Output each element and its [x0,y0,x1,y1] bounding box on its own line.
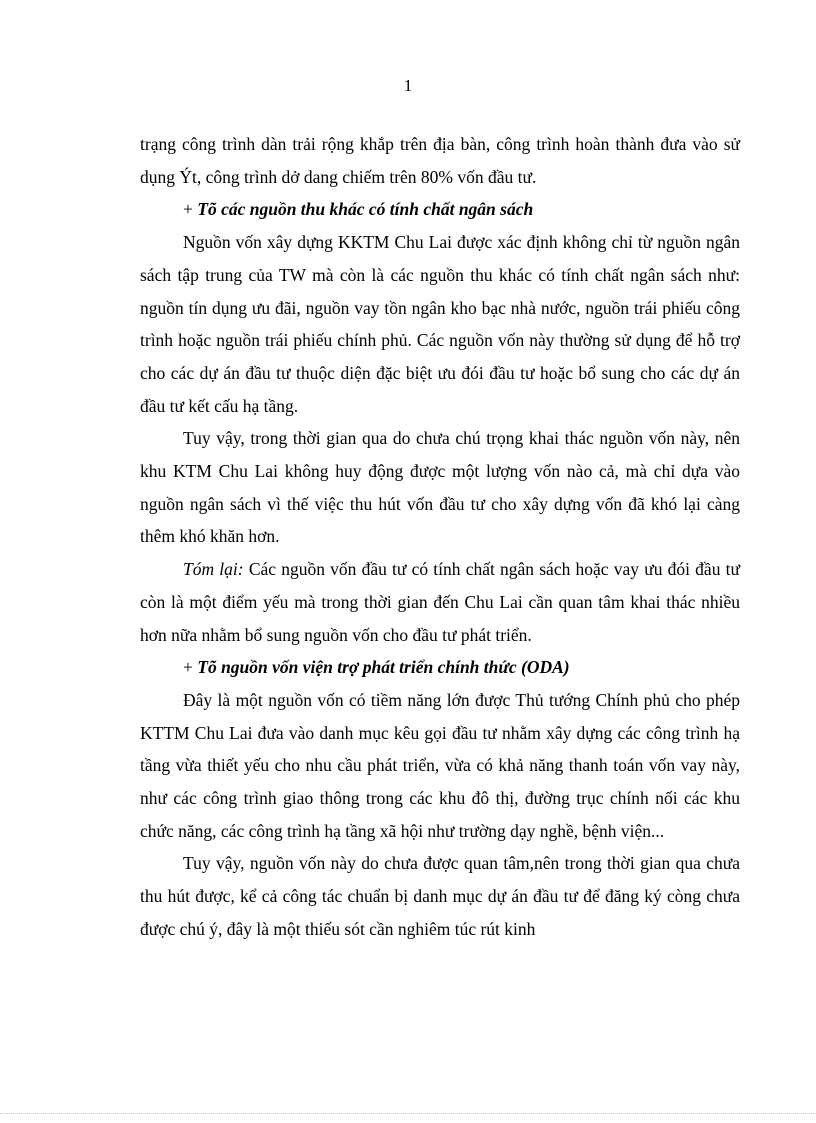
paragraph-oda-however: Tuy vậy, nguồn vốn này do chưa được quan tâm,nên trong thời gian qua chưa thu hút được, kể cả công tác chuẩn bị danh mục dự án đầu tư để đăng ký còng chưa được chú ý, đây là một thiếu sót cần nghiêm túc rút kinh [140,853,740,939]
paragraph-oda: Đây là một nguồn vốn có tiềm năng lớn được Thủ tướng Chính phủ cho phép KTTM Chu Lai đưa vào danh mục kêu gọi đầu tư nhằm xây dựng các công trình hạ tầng vừa thiết yếu cho nhu cầu phát triển, vừa có khả năng thanh toán vốn vay này, như các công trình giao thông trong các khu đô thị, đường trục chính nối các khu chức năng, các công trình hạ tầng xã hội như trường dạy nghề, bệnh viện... [140,689,740,841]
page-bottom-border [0,1113,816,1114]
paragraph-other-sources: Nguồn vốn xây dựng KKTM Chu Lai được xác định không chỉ từ nguồn ngân sách tập trung của TW mà còn là các nguồn thu khác có tính chất ngân sách như: nguồn tín dụng ưu đãi, nguồn vay tồn ngân kho bạc nhà nước, nguồn trái phiếu công trình hoặc nguồn trái phiếu chính phủ. Các nguồn vốn này thường sử dụng để hỗ trợ cho các dự án đầu tư thuộc diện đặc biệt ưu đói đầu tư hoặc bổ sung cho các dự án đầu tư kết cấu hạ tầng. [140,232,740,416]
heading-text: Tõ các nguồn thu khác có tính chất ngân sách [197,199,534,220]
paragraph-continuation: trạng công trình dàn trải rộng khắp trên địa bàn, công trình hoàn thành đưa vào sử dụng Ýt, công trình dở dang chiếm trên 80% vốn đầu tư. [140,134,740,187]
paragraph-however: Tuy vậy, trong thời gian qua do chưa chú trọng khai thác nguồn vốn này, nên khu KTM Chu Lai không huy động được một lượng vốn nào cả, mà chỉ dựa vào nguồn ngân sách vì thế việc thu hút vốn đầu tư cho xây dựng vốn đã khó lại càng thêm khó khăn hơn. [140,428,740,547]
paragraph-summary [140,553,740,651]
heading-text: Tõ nguồn vốn viện trợ phát triển chính thức (ODA) [197,657,570,678]
heading-prefix: + [183,657,198,678]
body-text [140,128,740,946]
section-heading-oda [140,651,740,684]
heading-prefix: + [183,199,198,220]
summary-lead: Tóm lại: [183,559,244,580]
page-number: 1 [403,76,413,95]
section-heading-other-budget-sources [140,193,740,226]
summary-text: Các nguồn vốn đầu tư có tính chất ngân sách hoặc vay ưu đói đầu tư còn là một điểm yếu mà trong thời gian đến Chu Lai cần quan tâm khai thác nhiều hơn nữa nhằm bổ sung nguồn vốn cho đầu tư phát triển. [140,559,740,645]
